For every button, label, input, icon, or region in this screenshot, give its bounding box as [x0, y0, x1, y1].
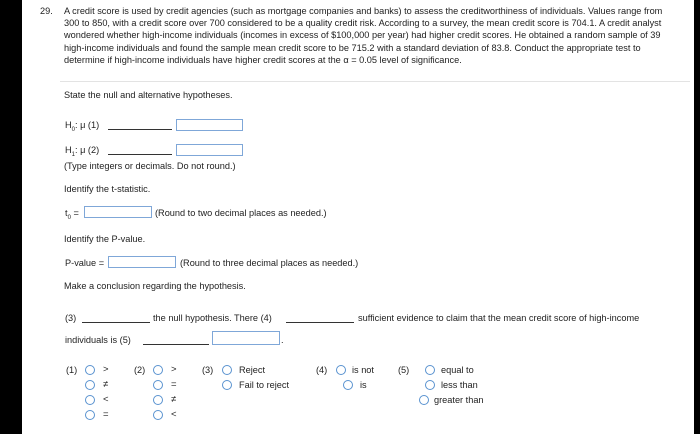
- radio-2-less[interactable]: [153, 410, 163, 420]
- divider: [60, 81, 690, 82]
- radio-4-is-not[interactable]: [336, 365, 346, 375]
- option-5-equal-to: equal to: [441, 365, 474, 375]
- option-2-not-equal: ≠: [171, 394, 177, 405]
- h1-operator-blank[interactable]: [108, 154, 172, 155]
- t0-label: $t_0$ =: [65, 208, 79, 221]
- question-number: 29.: [40, 6, 53, 16]
- conclusion-period: .: [281, 335, 284, 345]
- radio-5-equal-to[interactable]: [425, 365, 435, 375]
- conclusion-blank-3[interactable]: [82, 322, 150, 323]
- pvalue-prompt: Identify the P-value.: [64, 234, 146, 244]
- pvalue-label: P-value =: [65, 258, 105, 268]
- radio-2-greater[interactable]: [153, 365, 163, 375]
- radio-1-not-equal[interactable]: [85, 380, 95, 390]
- radio-4-is[interactable]: [343, 380, 353, 390]
- h1-label: $H_1$: μ (2): [65, 145, 100, 158]
- option-5-less-than: less than: [441, 380, 478, 390]
- pvalue-hint: (Round to three decimal places as needed.): [180, 258, 359, 268]
- conclusion-blank-5[interactable]: [143, 344, 209, 345]
- conclusion-part4: individuals is (5): [65, 335, 131, 345]
- choices-label-3: (3): [202, 365, 214, 375]
- option-5-greater-than: greater than: [434, 395, 484, 405]
- radio-3-fail-to-reject[interactable]: [222, 380, 232, 390]
- radio-5-greater-than[interactable]: [419, 395, 429, 405]
- t-statistic-input[interactable]: [84, 206, 152, 218]
- option-4-is-not: is not: [352, 365, 374, 375]
- conclusion-part2: the null hypothesis. There (4): [153, 313, 272, 323]
- conclusion-blank-4[interactable]: [286, 322, 354, 323]
- radio-2-not-equal[interactable]: [153, 395, 163, 405]
- radio-1-greater[interactable]: [85, 365, 95, 375]
- option-2-less: <: [171, 409, 177, 420]
- radio-1-equal[interactable]: [85, 410, 95, 420]
- hypotheses-prompt: State the null and alternative hypotheses.: [64, 90, 233, 100]
- conclusion-prompt: Make a conclusion regarding the hypothesis.: [64, 281, 246, 291]
- choices-label-4: (4): [316, 365, 328, 375]
- tstat-prompt: Identify the t-statistic.: [64, 184, 151, 194]
- choices-label-1: (1): [66, 365, 78, 375]
- option-3-reject: Reject: [239, 365, 266, 375]
- option-1-equal: =: [103, 409, 109, 420]
- h1-value-input[interactable]: [176, 144, 243, 156]
- option-3-fail-to-reject: Fail to reject: [239, 380, 290, 390]
- radio-3-reject[interactable]: [222, 365, 232, 375]
- h0-label: $H_0$: μ (1): [65, 120, 100, 133]
- option-4-is: is: [360, 380, 367, 390]
- option-2-greater: >: [171, 364, 177, 375]
- p-value-input[interactable]: [108, 256, 176, 268]
- choices-label-5: (5): [398, 365, 410, 375]
- conclusion-part3: sufficient evidence to claim that the mean credit score of high-income: [358, 313, 640, 323]
- t0-hint: (Round to two decimal places as needed.): [155, 208, 327, 218]
- option-2-equal: =: [171, 379, 177, 390]
- radio-1-less[interactable]: [85, 395, 95, 405]
- h0-operator-blank[interactable]: [108, 129, 172, 130]
- problem-text: A credit score is used by credit agencies (such as mortgage companies and banks) to assess the creditworthiness of individuals. Values range from 300 to 850, with a credit score over 700 considered to be a quality credit risk. According to a survey, the mean credit score is 704.1. A credit analyst wondered whether high-income individuals (incomes in excess of $100,000 per year) had higher credit scores. He obtained a random sample of 39 high-income individuals and found the sample mean credit score to be 715.2 with a standard deviation of 83.8. Conduct the appropriate test to determine if high-income individuals have higher credit scores at the α = 0.05 level of significance.: [64, 6, 663, 65]
- h0-value-input[interactable]: [176, 119, 243, 131]
- conclusion-part1: (3): [65, 313, 77, 323]
- question-panel: [22, 0, 694, 434]
- type-hint: (Type integers or decimals. Do not round.): [64, 161, 236, 171]
- conclusion-answer-box[interactable]: [212, 331, 280, 345]
- radio-5-less-than[interactable]: [425, 380, 435, 390]
- option-1-less: <: [103, 394, 109, 405]
- radio-2-equal[interactable]: [153, 380, 163, 390]
- option-1-greater: >: [103, 364, 109, 375]
- option-1-not-equal: ≠: [103, 379, 109, 390]
- choices-label-2: (2): [134, 365, 146, 375]
